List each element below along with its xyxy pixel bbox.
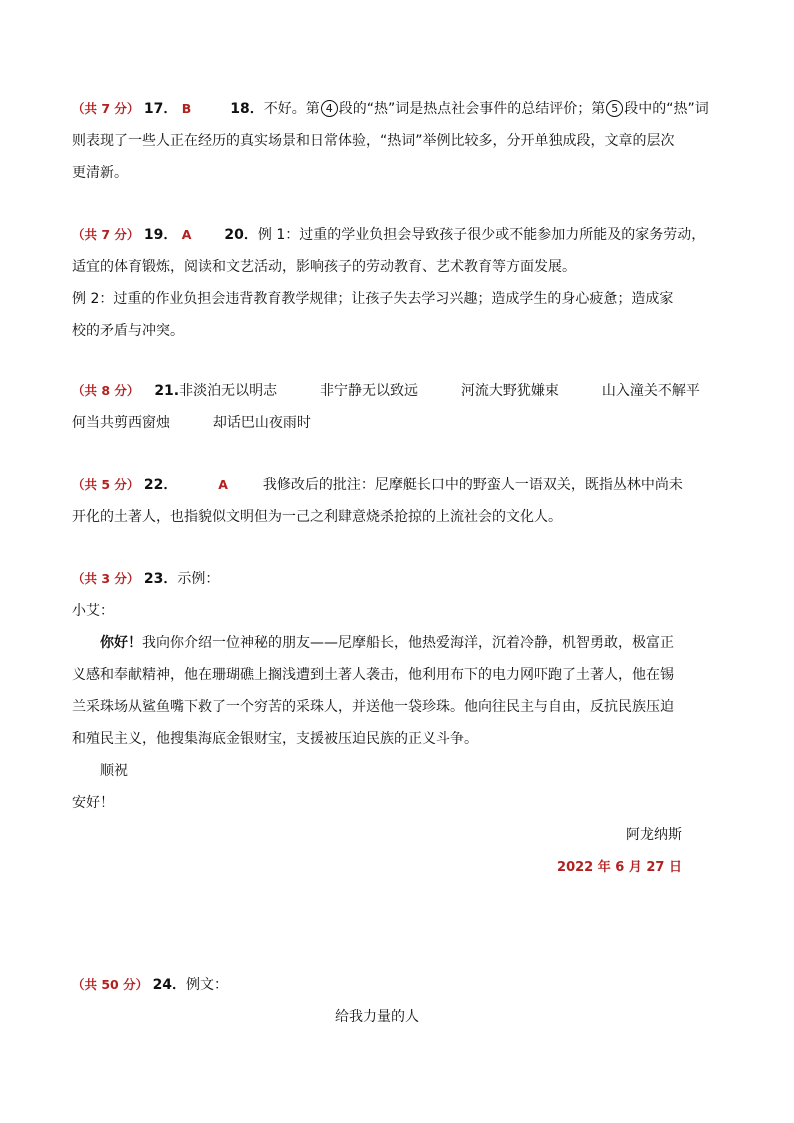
- score-label: （共 5 分）: [72, 477, 140, 492]
- question-number: 23．: [143, 571, 178, 587]
- question-number: 22．: [143, 477, 178, 493]
- answer-text: 段中的“热”词: [624, 101, 709, 117]
- score-label: （共 3 分）: [72, 571, 140, 586]
- poem-line: 山入潼关不解平: [601, 383, 700, 399]
- letter-closing: 安好！: [72, 795, 114, 811]
- answer-choice: A: [218, 477, 228, 492]
- score-label: （共 8 分）: [72, 383, 140, 398]
- letter-closing: 顺祝: [100, 763, 128, 779]
- answer-text: 则表现了一些人正在经历的真实场景和日常体验，“热词”举例比较多，分开单独成段，文章的层次: [72, 133, 675, 149]
- letter-hello: 你好！: [100, 635, 142, 651]
- letter-body: 兰采珠场从鲨鱼嘴下救了一个穷苦的采珠人，并送他一袋珍珠。他向往民主与自由，反抗民族压迫: [72, 699, 674, 715]
- answer-23: [72, 563, 682, 883]
- circled-number-4: 4: [321, 100, 338, 117]
- question-number: 21.: [154, 383, 180, 399]
- answer-choice: A: [181, 227, 192, 242]
- answer-text: 适宜的体育锻炼，阅读和文艺活动，影响孩子的劳动教育、艺术教育等方面发展。: [72, 259, 576, 275]
- letter-greeting: 小艾：: [72, 603, 114, 619]
- question-number: 24．: [152, 977, 187, 993]
- answer-text: 过重的作业负担会违背教育教学规律；让孩子失去学习兴趣；造成学生的身心疲惫；造成家: [113, 291, 674, 307]
- example-label: 例 2：: [72, 291, 114, 307]
- question-number: 19．: [143, 227, 178, 243]
- answer-text: 过重的学业负担会导致孩子很少或不能参加力所能及的家务劳动，: [299, 227, 706, 243]
- score-label: （共 7 分）: [72, 227, 140, 242]
- letter-signature: 阿龙纳斯: [626, 827, 682, 843]
- poem-line: 河流大野犹嫌束: [460, 383, 559, 399]
- answer-text: 不好。第: [263, 101, 320, 117]
- answer-21: [72, 375, 700, 439]
- answer-text: 更清新。: [72, 165, 128, 181]
- answer-text: 开化的土著人，也指貌似文明但为一己之利肆意烧杀抢掠的上流社会的文化人。: [72, 509, 562, 525]
- answer-17-18: [72, 93, 709, 189]
- score-label: （共 7 分）: [72, 101, 140, 116]
- answer-text: 我修改后的批注：尼摩艇长口中的野蛮人一语双关，既指丛林中尚未: [262, 477, 683, 493]
- answer-24: [72, 969, 682, 1033]
- poem-line: 何当共剪西窗烛: [72, 415, 170, 431]
- poem-line: 非淡泊无以明志: [179, 383, 278, 399]
- answer-text: 段的“热”词是热点社会事件的总结评价；第: [338, 101, 606, 117]
- essay-title: 给我力量的人: [335, 1009, 419, 1025]
- answer-text: 校的矛盾与冲突。: [72, 323, 184, 339]
- poem-line: 却话巴山夜雨时: [212, 415, 311, 431]
- example-label: 例 1：: [257, 227, 300, 243]
- answer-19-20: [72, 219, 706, 347]
- letter-body: 和殖民主义，他搜集海底金银财宝，支援被压迫民族的正义斗争。: [72, 731, 478, 747]
- letter-body: 我向你介绍一位神秘的朋友——尼摩船长，他热爱海洋，沉着冷静，机智勇敢，极富正: [142, 635, 674, 651]
- answer-22: [72, 469, 682, 533]
- score-label: （共 50 分）: [72, 977, 149, 992]
- circled-number-5: 5: [606, 100, 623, 117]
- letter-date: 2022 年 6 月 27 日: [557, 860, 682, 875]
- poem-line: 非宁静无以致远: [320, 383, 419, 399]
- example-label: 例文：: [186, 977, 229, 993]
- question-number: 17．: [143, 101, 178, 117]
- question-number: 20．: [224, 227, 258, 243]
- letter-body: 义感和奉献精神，他在珊瑚礁上搁浅遭到土著人袭击，他利用布下的电力网吓跑了土著人，他在锡: [72, 667, 674, 683]
- example-label: 示例：: [177, 571, 220, 587]
- answer-choice: B: [181, 101, 192, 116]
- question-number: 18．: [230, 101, 264, 117]
